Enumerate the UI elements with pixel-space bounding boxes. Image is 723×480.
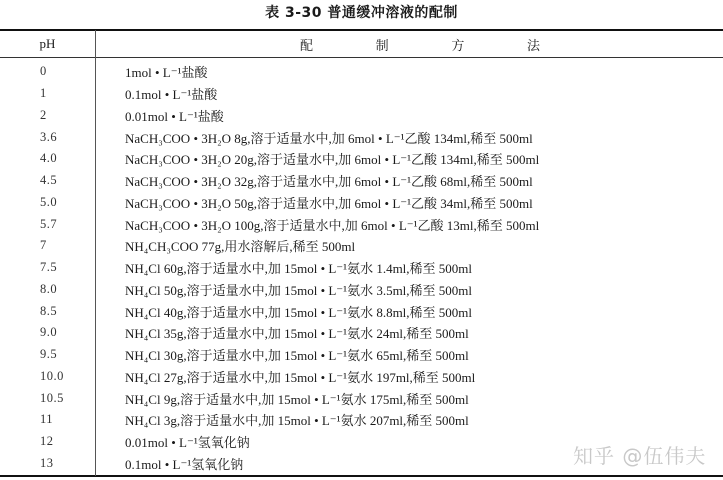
table-row bbox=[0, 192, 723, 214]
method-cell: NH₄Cl 9g,溶于适量水中,加 15mol • L⁻¹氨水 175ml,稀至 500ml bbox=[125, 391, 469, 407]
ph-cell: 3.6 bbox=[40, 129, 58, 144]
table-title: 表 3-30 普通缓冲溶液的配制 bbox=[265, 5, 458, 21]
table-row bbox=[0, 83, 723, 105]
watermark: 知乎 @伍伟夫 bbox=[573, 444, 707, 468]
method-cell: 0.1mol • L⁻¹氢氧化钠 bbox=[125, 456, 244, 472]
method-cell: NaCH₃COO • 3H₂O 100g,溶于适量水中,加 6mol • L⁻¹乙酸 13ml,稀至 500ml bbox=[125, 217, 540, 233]
header-ph: pH bbox=[39, 36, 56, 51]
ph-cell: 10.0 bbox=[40, 368, 64, 383]
header-method-char: 制 bbox=[375, 39, 389, 54]
top-rule bbox=[0, 29, 723, 31]
method-cell: NH₄Cl 50g,溶于适量水中,加 15mol • L⁻¹氨水 3.5ml,稀至 500ml bbox=[125, 282, 473, 298]
method-cell: 0.01mol • L⁻¹盐酸 bbox=[125, 108, 224, 124]
ph-cell: 4.0 bbox=[40, 151, 58, 166]
method-cell: NH₄Cl 60g,溶于适量水中,加 15mol • L⁻¹氨水 1.4ml,稀至 500ml bbox=[125, 261, 473, 277]
ph-cell: 12 bbox=[40, 434, 54, 449]
method-cell: 0.01mol • L⁻¹氢氧化钠 bbox=[125, 435, 250, 451]
ph-cell: 5.0 bbox=[40, 194, 58, 209]
table-row bbox=[0, 344, 723, 366]
table-body bbox=[0, 61, 723, 474]
ph-cell: 1 bbox=[40, 86, 47, 101]
ph-cell: 13 bbox=[40, 455, 54, 470]
table-row bbox=[0, 148, 723, 170]
table-row bbox=[0, 366, 723, 388]
method-cell: NH₄Cl 30g,溶于适量水中,加 15mol • L⁻¹氨水 65ml,稀至 500ml bbox=[125, 348, 469, 364]
method-cell: NH₄CH₃COO 77g,用水溶解后,稀至 500ml bbox=[125, 239, 356, 255]
table-row bbox=[0, 213, 723, 235]
table-row bbox=[0, 279, 723, 301]
table-row bbox=[0, 322, 723, 344]
table-row bbox=[0, 387, 723, 409]
table-row bbox=[0, 300, 723, 322]
table-row bbox=[0, 170, 723, 192]
method-cell: NaCH₃COO • 3H₂O 8g,溶于适量水中,加 6mol • L⁻¹乙酸 134ml,稀至 500ml bbox=[125, 130, 533, 146]
ph-cell: 8.5 bbox=[40, 303, 58, 318]
ph-cell: 7.5 bbox=[40, 260, 58, 275]
method-cell: NaCH₃COO • 3H₂O 20g,溶于适量水中,加 6mol • L⁻¹乙酸 134ml,稀至 500ml bbox=[125, 152, 540, 168]
method-cell: NH₄Cl 27g,溶于适量水中,加 15mol • L⁻¹氨水 197ml,稀至 500ml bbox=[125, 369, 476, 385]
ph-cell: 0 bbox=[40, 64, 47, 79]
table-row bbox=[0, 105, 723, 127]
ph-cell: 7 bbox=[40, 238, 47, 253]
ph-cell: 10.5 bbox=[40, 390, 64, 405]
ph-cell: 5.7 bbox=[40, 216, 58, 231]
method-cell: NaCH₃COO • 3H₂O 50g,溶于适量水中,加 6mol • L⁻¹乙酸 34ml,稀至 500ml bbox=[125, 195, 533, 211]
table-row bbox=[0, 61, 723, 83]
header-method-char: 方 bbox=[451, 39, 465, 54]
method-cell: NH₄Cl 40g,溶于适量水中,加 15mol • L⁻¹氨水 8.8ml,稀至 500ml bbox=[125, 304, 473, 320]
header-rule bbox=[0, 57, 723, 58]
method-cell: NH₄Cl 3g,溶于适量水中,加 15mol • L⁻¹氨水 207ml,稀至 500ml bbox=[125, 413, 469, 429]
table-row bbox=[0, 409, 723, 431]
header-method-char: 配 bbox=[300, 39, 314, 54]
ph-cell: 9.5 bbox=[40, 347, 58, 362]
table-row bbox=[0, 126, 723, 148]
table-row bbox=[0, 257, 723, 279]
ph-cell: 4.5 bbox=[40, 173, 58, 188]
ph-cell: 8.0 bbox=[40, 281, 58, 296]
bottom-rule bbox=[0, 475, 723, 477]
method-cell: 0.1mol • L⁻¹盐酸 bbox=[125, 87, 218, 103]
method-cell: 1mol • L⁻¹盐酸 bbox=[125, 65, 208, 81]
header-method bbox=[300, 35, 540, 54]
ph-cell: 11 bbox=[40, 412, 54, 427]
table-row bbox=[0, 235, 723, 257]
method-cell: NaCH₃COO • 3H₂O 32g,溶于适量水中,加 6mol • L⁻¹乙酸 68ml,稀至 500ml bbox=[125, 174, 533, 190]
ph-cell: 9.0 bbox=[40, 325, 58, 340]
method-cell: NH₄Cl 35g,溶于适量水中,加 15mol • L⁻¹氨水 24ml,稀至 500ml bbox=[125, 326, 469, 342]
header-method-char: 法 bbox=[526, 39, 540, 54]
ph-cell: 2 bbox=[40, 107, 47, 122]
